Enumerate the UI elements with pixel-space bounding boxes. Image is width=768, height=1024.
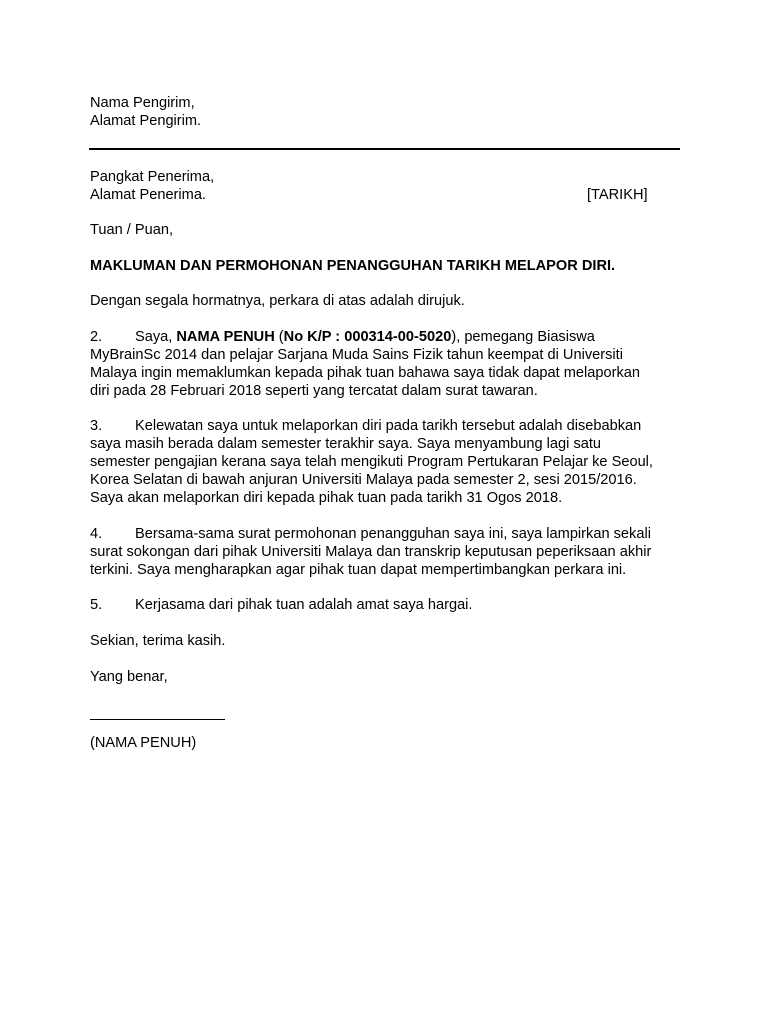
paragraph-number: 3.: [90, 418, 103, 434]
paragraph-4-line-1: 4. Bersama-sama surat permohonan penangguhan saya ini, saya lampirkan sekali: [90, 526, 651, 542]
recipient-address: Alamat Penerima.: [90, 187, 206, 203]
paragraph-2-line-2: MyBrainSc 2014 dan pelajar Sarjana Muda Sains Fizik tahun keempat di Universiti: [90, 347, 623, 363]
salutation: Tuan / Puan,: [90, 222, 174, 238]
paragraph-2-line-3: Malaya ingin memaklumkan kepada pihak tuan bahawa saya tidak dapat melaporkan: [90, 365, 641, 381]
sender-name: Nama Pengirim,: [90, 95, 195, 111]
signature-line: [90, 718, 225, 720]
sign-off: Yang benar,: [90, 669, 168, 685]
paragraph-3-line-1: 3. Kelewatan saya untuk melaporkan diri pada tarikh tersebut adalah disebabkan: [90, 418, 642, 434]
paragraph-5-line-1: 5. Kerjasama dari pihak tuan adalah amat saya hargai.: [90, 597, 473, 613]
paragraph-3-line-5: Saya akan melaporkan diri kepada pihak tuan pada tarikh 31 Ogos 2018.: [90, 490, 563, 506]
paragraph-4-line-3: terkini. Saya mengharapkan agar pihak tuan dapat mempertimbangkan perkara ini.: [90, 562, 627, 578]
subject-heading: MAKLUMAN DAN PERMOHONAN PENANGGUHAN TARIKH MELAPOR DIRI.: [90, 258, 616, 274]
paragraph-3-line-4: Korea Selatan di bawah anjuran Universiti Malaya pada semester 2, sesi 2015/2016.: [90, 472, 637, 488]
header-divider: [89, 148, 680, 150]
paragraph-number: 4.: [90, 526, 103, 542]
full-name-placeholder: NAMA PENUH: [176, 329, 275, 345]
paragraph-2-line-1: 2. Saya, NAMA PENUH (No K/P : 000314-00-5020), pemegang Biasiswa: [90, 329, 595, 345]
closing-line: Sekian, terima kasih.: [90, 633, 226, 649]
paragraph-number: 2.: [90, 329, 103, 345]
ic-number: No K/P : 000314-00-5020: [283, 329, 452, 345]
paragraph-3-line-3: semester pengajian kerana saya telah mengikuti Program Pertukaran Pelajar ke Seoul,: [90, 454, 653, 470]
paragraph-number: 5.: [90, 597, 103, 613]
recipient-rank: Pangkat Penerima,: [90, 169, 215, 185]
sender-address: Alamat Pengirim.: [90, 113, 202, 129]
paragraph-4-line-2: surat sokongan dari pihak Universiti Malaya dan transkrip keputusan peperiksaan akhir: [90, 544, 652, 560]
letter-date: [TARIKH]: [587, 187, 648, 203]
paragraph-3-line-2: saya masih berada dalam semester terakhir saya. Saya menyambung lagi satu: [90, 436, 602, 452]
paragraph-2-line-4: diri pada 28 Februari 2018 seperti yang tercatat dalam surat tawaran.: [90, 383, 538, 399]
signature-name: (NAMA PENUH): [90, 735, 197, 751]
opening-sentence: Dengan segala hormatnya, perkara di atas adalah dirujuk.: [90, 293, 465, 309]
